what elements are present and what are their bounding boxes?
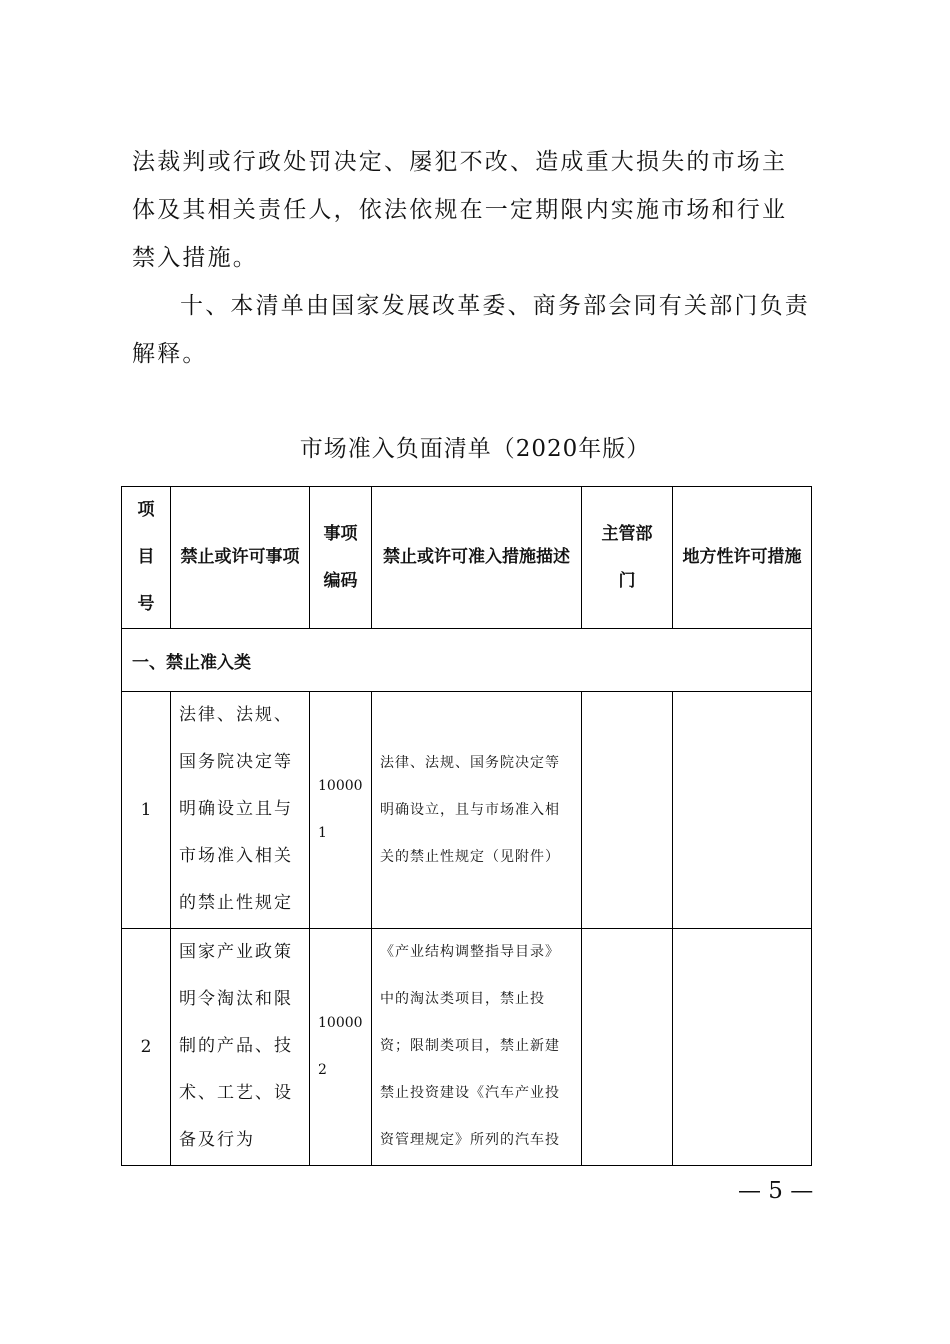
table-row <box>122 692 812 929</box>
header-item-name: 禁止或许可事项 <box>171 487 310 629</box>
row-department <box>582 692 673 929</box>
row-number: 2 <box>122 929 171 1166</box>
body-paragraph-2: 十、本清单由国家发展改革委、商务部会同有关部门负责解释。 <box>132 293 810 367</box>
row-code: 100002 <box>310 929 372 1166</box>
header-code: 事项编码 <box>310 487 372 629</box>
row-item: 国家产业政策明令淘汰和限制的产品、技术、工艺、设备及行为 <box>171 929 310 1166</box>
row-local-measures <box>673 929 812 1166</box>
row-department <box>582 929 673 1166</box>
table-title: 市场准入负面清单（2020年版） <box>299 436 651 462</box>
row-local-measures <box>673 692 812 929</box>
header-local-measures: 地方性许可措施 <box>673 487 812 629</box>
page-number: — 5 — <box>738 1178 814 1204</box>
header-department: 主管部门 <box>582 487 673 629</box>
section-label: 一、禁止准入类 <box>122 629 812 692</box>
row-description: 《产业结构调整指导目录》中的淘汰类项目，禁止投资；限制类项目，禁止新建禁止投资建设《汽车产业投资管理规定》所列的汽车投 <box>372 929 582 1166</box>
negative-list-table <box>121 486 812 1166</box>
table-row <box>122 929 812 1166</box>
row-description: 法律、法规、国务院决定等明确设立，且与市场准入相关的禁止性规定（见附件） <box>372 692 582 929</box>
body-paragraph-1: 法裁判或行政处罚决定、屡犯不改、造成重大损失的市场主体及其相关责任人，依法依规在一定期限内实施市场和行业禁入措施。 <box>132 149 788 271</box>
row-number: 1 <box>122 692 171 929</box>
header-item-no: 项目号 <box>122 487 171 629</box>
row-item: 法律、法规、国务院决定等明确设立且与市场准入相关的禁止性规定 <box>171 692 310 929</box>
row-code: 100001 <box>310 692 372 929</box>
section-row <box>122 629 812 692</box>
header-description: 禁止或许可准入措施描述 <box>372 487 582 629</box>
table-header-row <box>122 487 812 629</box>
